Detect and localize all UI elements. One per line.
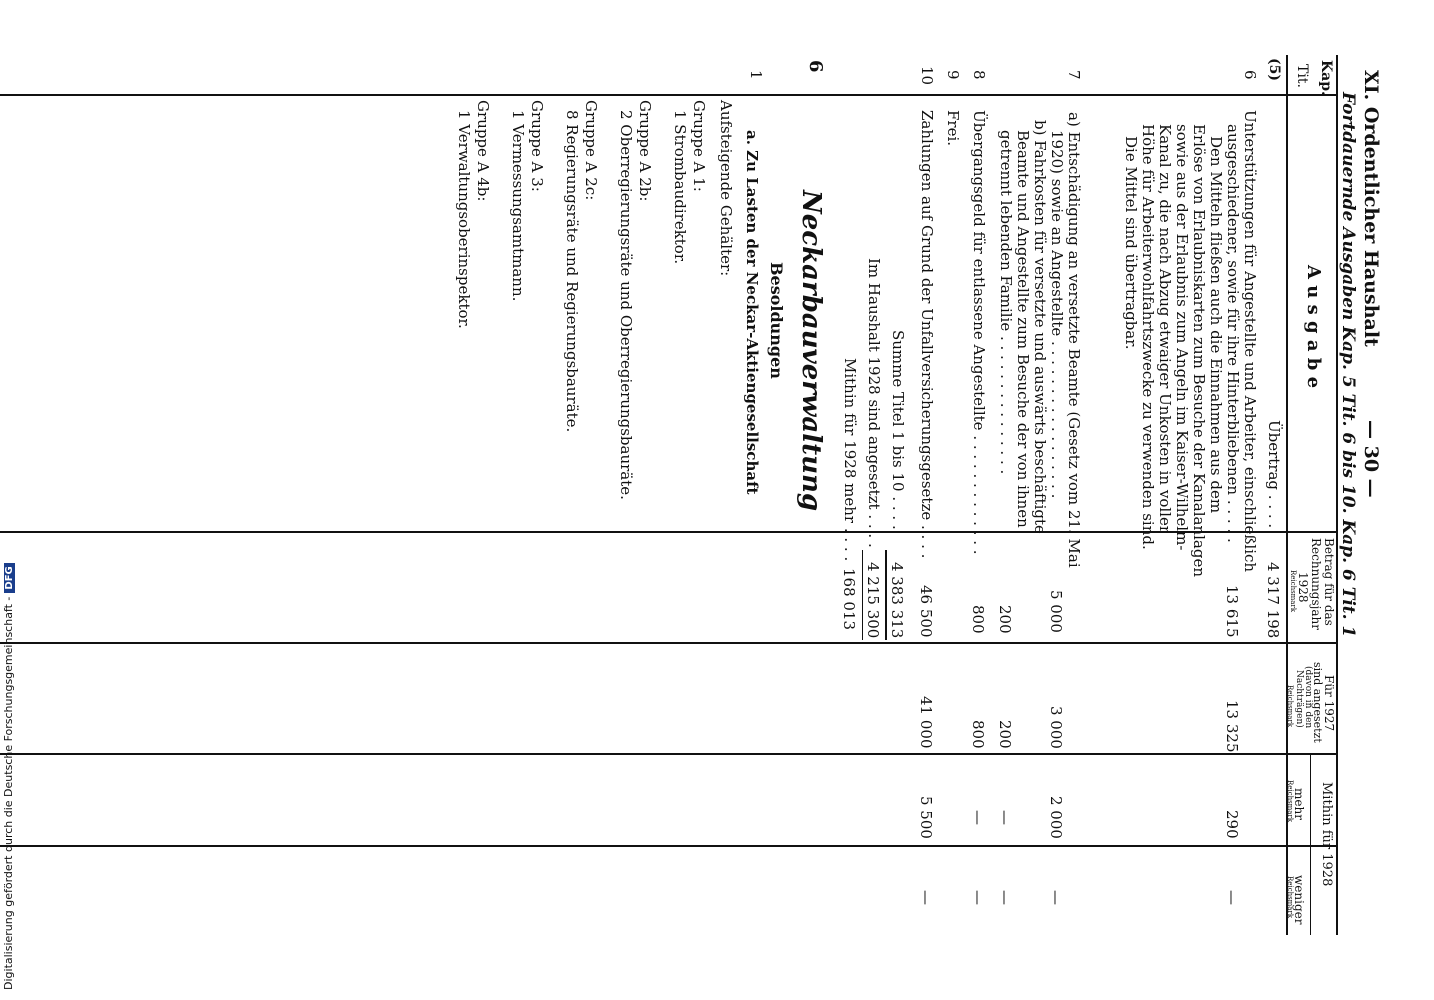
tit-6-line-5: sowie aus der Erlaubnis zum Angeln im Kaiser-Wilhelm- [1173,124,1191,551]
group-2-name: Gruppe A 2b: [636,100,654,202]
page-number: — 30 — [1360,420,1382,498]
mithin-label: Mithin für 1928 mehr . . . . [841,358,859,562]
uebertrag-label: Übertrag . . . . [1265,420,1283,529]
sub-a-heading: a. Zu Lasten der Neckar-Aktiengesellschaft [743,130,761,495]
tit-6-weniger: — [1223,890,1241,905]
tit-10-text: Zahlungen auf Grund der Unfallversicherungsgesetze . . . . [918,110,936,559]
tit-6-line-4: Erlöse von Erlaubniskarten zum Besuche der Kanalanlagen [1190,124,1208,578]
col-header-angesetzt-3: (davon in den [1303,666,1313,729]
col-divider-angesetzt [0,753,1338,755]
mithin-value: 168 013 [840,568,858,631]
tit-8-mehr: — [969,810,987,825]
col-header-betrag-3: 1928 [1296,572,1310,603]
kap-6-number: 6 [805,60,826,73]
group-2-item: 2 Oberregierungsräte und Oberregierungsbauräte. [617,110,635,500]
tit-7a-line-2: 1920) sowie an Angestellte . . . . . . . . . . . . . . . . . [1048,130,1066,499]
col-divider-mehr [0,845,1338,847]
col-header-angesetzt-2: sind angesetzt [1311,662,1324,743]
col-header-ausgabe: A u s g a b e [1303,265,1324,389]
col-header-betrag-1: Betrag für das [1322,538,1336,626]
group-3-item: 8 Regierungsräte und Regierungsbauräte. [563,110,581,433]
besoldungen-heading: Besoldungen [767,262,786,379]
col-header-mithin: Mithin für 1928 [1319,782,1334,887]
haushalt-value: 4 215 300 [864,562,882,639]
group-5-name: Gruppe A 4b: [474,100,492,202]
tit-7a-line-1: a) Entschädigung an versetzte Beamte (Gesetz vom 21. Mai [1065,112,1083,568]
digitization-stamp [2,563,15,990]
tit-9-number: 9 [944,70,962,80]
tit-6-betrag: 13 615 [1223,585,1241,638]
col-divider-ausgabe [0,531,1338,533]
col-header-betrag-2: Rechnungsjahr [1309,538,1323,630]
aufsteigende-heading: Aufsteigende Gehälter: [717,100,735,277]
table-top-rule [1336,55,1338,935]
unit-angesetzt: Reichsmark [1286,685,1294,728]
tit-8-text: Übergangsgeld für entlassene Angestellte . . . . . . . . . . . . . [970,110,988,555]
col-header-angesetzt-1: Für 1927 [1322,675,1336,732]
group-5-item: 1 Verwaltungsoberinspektor. [455,110,473,329]
summe-label: Summe Titel 1 bis 10 . . . . [889,330,907,530]
unit-weniger: Reichsmark [1286,876,1294,919]
tit-7-number: 7 [1065,70,1083,80]
tit-9-text: Frei. [944,110,962,147]
tit-7b-betrag: 200 [996,605,1014,634]
col-divider-kap [0,94,1338,96]
tit-10-betrag: 46 500 [917,585,935,638]
tit-7a-weniger: — [1047,890,1065,905]
tit-7b-weniger: — [996,890,1014,905]
tit-8-number: 8 [970,70,988,80]
kap-6-tit-1: 1 [747,70,765,80]
summe-value: 4 383 313 [888,562,906,639]
haushalt-label: Im Haushalt 1928 sind angesetzt . . . . [865,258,883,548]
kap-6-title: Neckarbauverwaltung [796,190,826,512]
tit-7a-angesetzt: 3 000 [1047,706,1065,749]
tit-7b-mehr: — [996,810,1014,825]
tit-6-line-1: Unterstützungen für Angestellte und Arbeiter, einschließlich [1241,110,1259,573]
stamp-text: Digitalisierung gefördert durch die Deutsche Forschungsgemeinschaft - [2,596,15,990]
tit-6-line-3: Den Mitteln fließen auch die Einnahmen aus dem [1207,136,1225,514]
col-header-mehr: mehr [1292,788,1306,820]
col-header-weniger: weniger [1292,875,1306,925]
tit-6-line-2: ausgeschiedener, sowie für ihre Hinterbliebenen . . . . . [1224,124,1242,543]
tit-8-angesetzt: 800 [969,720,987,749]
tit-7b-line-1: b) Fahrkosten für versetzte und auswärts beschäftigte [1031,120,1049,534]
unit-betrag: Reichsmark [1289,570,1297,613]
tit-6-number: 6 [1241,70,1259,80]
mithin-sub-rule [1310,753,1311,935]
group-1-name: Gruppe A 1: [690,100,708,192]
tit-7a-betrag: 5 000 [1047,590,1065,633]
tit-7b-line-3: getrennt lebenden Familie . . . . . . . . . . . . . . . [997,130,1015,475]
tit-10-number: 10 [918,66,936,86]
tit-6-line-7: Höhe für Arbeiterwohlfahrtszwecke zu verwenden sind. [1139,124,1157,550]
dfg-logo: DFG [4,563,15,592]
tit-7b-angesetzt: 200 [996,720,1014,749]
page-subtitle: Fortdauernde Ausgaben Kap. 5 Tit. 6 bis 10. Kap. 6 Tit. 1 [1338,92,1358,638]
tit-7b-line-2: Beamte und Angestellte zum Besuche der von ihnen [1014,130,1032,528]
tit-6-line-8: Die Mittel sind übertragbar. [1122,136,1140,350]
group-4-item: 1 Vermessungsamtmann. [509,110,527,302]
tit-10-weniger: — [917,890,935,905]
group-4-name: Gruppe A 3: [528,100,546,192]
kap-5-marker: (5) [1266,58,1282,81]
unit-mehr: Reichsmark [1286,780,1294,823]
haushalt-rule [862,550,863,640]
group-3-name: Gruppe A 2c: [582,100,600,201]
group-1-item: 1 Strombaudirektor. [671,110,689,265]
tit-7a-mehr: 2 000 [1047,796,1065,839]
tit-6-mehr: 290 [1223,810,1241,839]
col-header-kap: Kap. [1318,60,1334,96]
col-header-tit: Tit. [1294,64,1310,88]
col-header-angesetzt-4: Nachträgen) [1294,670,1304,728]
summe-rule [885,550,887,640]
tit-6-angesetzt: 13 325 [1223,700,1241,753]
chapter-heading: XI. Ordentlicher Haushalt [1360,70,1382,347]
tit-8-betrag: 800 [969,605,987,634]
uebertrag-value: 4 317 198 [1264,562,1282,639]
col-divider-betrag [0,642,1338,644]
tit-10-angesetzt: 41 000 [917,696,935,749]
tit-10-mehr: 5 500 [917,796,935,839]
tit-6-line-6: Kanal zu, die nach Abzug etwaiger Unkosten in voller [1156,124,1174,533]
tit-8-weniger: — [969,890,987,905]
